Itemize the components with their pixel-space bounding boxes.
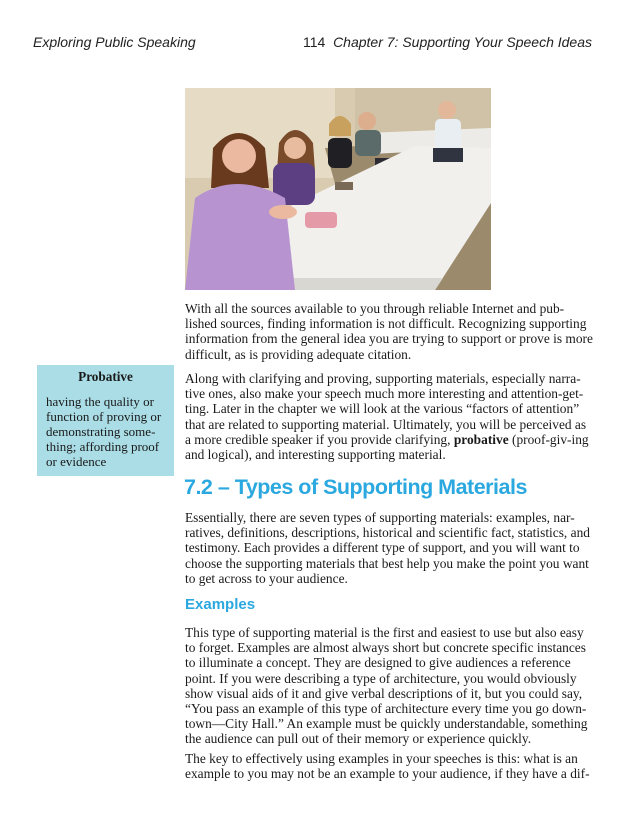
paragraph-types: Essentially, there are seven types of supporting materials: examples, nar-ratives, definitions, descriptions, historical and scientific fact, statistics, and testimony. Each provides a different type of support, and you will want to choose the supporting materials that best help you make the point you want to get across to your audience. [185,510,590,586]
paragraph-clarifying-text-end: (proof-giv-ing and logical), and interesting supporting material. [185,431,589,463]
paragraph-clarifying [185,371,593,462]
page-number: 114 [303,34,326,50]
running-header-chapter-title: Chapter 7: Supporting Your Speech Ideas [333,34,592,50]
probative-term: probative [453,431,509,447]
glossary-definition: having the quality or function of proving or demonstrating some-thing; affording proof or evidence [46,394,162,469]
section-heading: 7.2 – Types of Supporting Materials [184,475,527,499]
glossary-sidebar [37,365,174,476]
running-header-book-title: Exploring Public Speaking [33,34,196,50]
paragraph-sources: With all the sources available to you through reliable Internet and pub-lished sources, finding information is not difficult. Recognizing supporting information from the general idea you are trying to support or prove is more difficult, as is providing adequate citation. [185,301,593,362]
paragraph-examples: This type of supporting material is the first and easiest to use but also easy to forget. Examples are almost always short but concrete specific instances to illuminate a concept. They are designed to give audiences a reference point. If you were describing a type of architecture, you would obviously show visual aids of it and give verbal descriptions of it, but you could say, “You pass an example of this type of architecture every time you go down-town—City Hall.” An example must be quickly understandable, something the audience can pull out of their memory or experience quickly. [185,625,588,747]
paragraph-clarifying-text: Along with clarifying and proving, supporting materials, especially narra-tive ones, also make your speech much more interesting and attention-get-ting. Later in the chapter we will look at the various “factors of attention” that are related to supporting material. Ultimately, you will be perceived as a more credible speaker if you provide clarifying, [185,371,587,447]
paragraph-key: The key to effectively using examples in your speeches is this: what is an example to you may not be an example to your audience, if they have a dif- [185,751,590,782]
classroom-photo [185,88,491,290]
subheading-examples: Examples [185,596,256,613]
glossary-term: Probative [78,369,133,384]
